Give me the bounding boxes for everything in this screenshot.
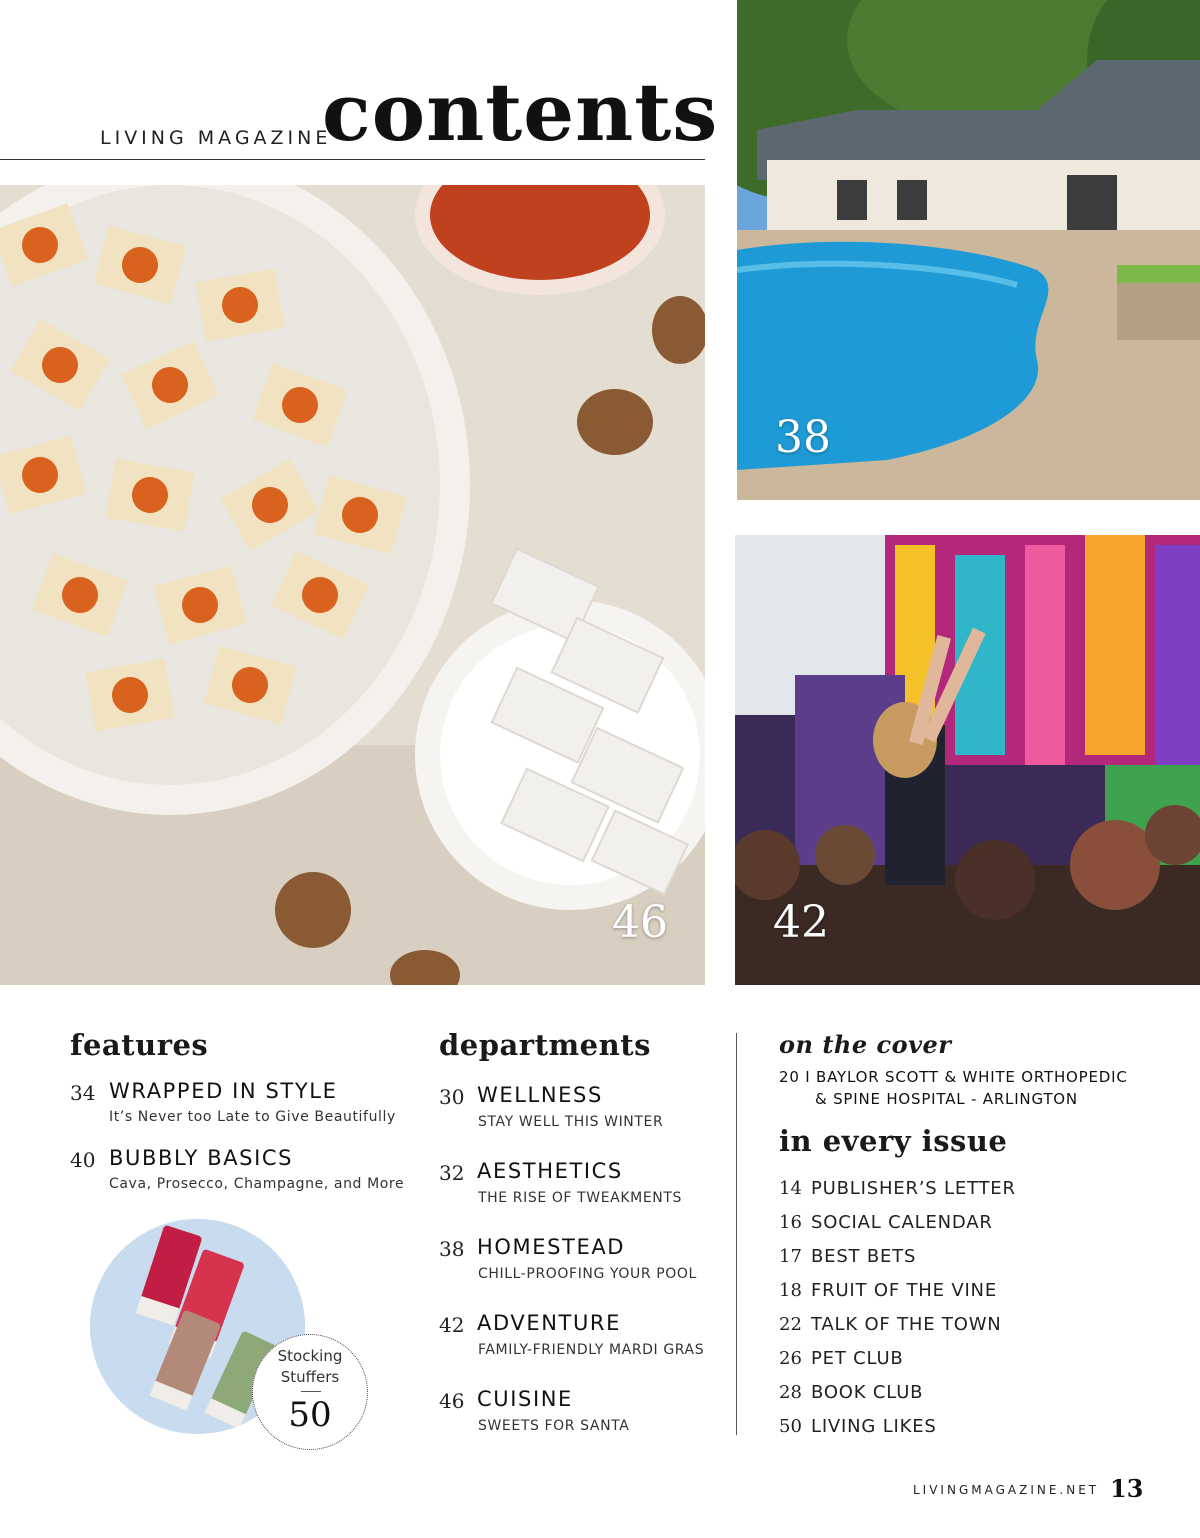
page-title: contents <box>322 65 719 159</box>
department-entry[interactable] <box>439 1161 729 1211</box>
entry-subtitle: CHILL-PROOFING YOUR POOL <box>478 1266 697 1282</box>
issue-list-item[interactable] <box>779 1280 1079 1306</box>
feature-entry[interactable] <box>70 1081 430 1131</box>
issue-list-item[interactable] <box>779 1178 1079 1204</box>
badge-divider <box>301 1391 321 1392</box>
entry-page-number: 32 <box>439 1161 465 1185</box>
badge-line-1: Stocking <box>277 1347 343 1365</box>
entry-subtitle: STAY WELL THIS WINTER <box>478 1114 664 1130</box>
photo-page-number: 38 <box>775 412 831 463</box>
feature-entry[interactable] <box>70 1148 430 1198</box>
item-label: BOOK CLUB <box>811 1382 924 1403</box>
homestead-photo[interactable] <box>737 0 1200 500</box>
entry-subtitle: SWEETS FOR SANTA <box>478 1418 630 1434</box>
cuisine-photo[interactable] <box>0 185 705 985</box>
item-page-number: 28 <box>779 1382 802 1403</box>
item-page-number: 22 <box>779 1314 802 1335</box>
entry-subtitle: THE RISE OF TWEAKMENTS <box>478 1190 682 1206</box>
entry-subtitle: FAMILY-FRIENDLY MARDI GRAS <box>478 1342 705 1358</box>
issue-list-item[interactable] <box>779 1212 1079 1238</box>
entry-page-number: 30 <box>439 1085 465 1109</box>
item-page-number: 16 <box>779 1212 802 1233</box>
masthead <box>0 0 719 162</box>
cookies-illustration <box>0 185 705 985</box>
entry-subtitle: Cava, Prosecco, Champagne, and More <box>109 1176 405 1192</box>
entry-title: ADVENTURE <box>477 1311 621 1335</box>
entry-page-number: 38 <box>439 1237 465 1261</box>
issue-list-item[interactable] <box>779 1314 1079 1340</box>
column-divider <box>736 1033 737 1435</box>
entry-title: WRAPPED IN STYLE <box>109 1079 338 1103</box>
department-entry[interactable] <box>439 1237 729 1287</box>
item-page-number: 18 <box>779 1280 802 1301</box>
on-the-cover-heading: on the cover <box>779 1030 952 1059</box>
every-issue-heading: in every issue <box>779 1124 1008 1158</box>
department-entry[interactable] <box>439 1389 729 1439</box>
entry-title: CUISINE <box>477 1387 573 1411</box>
cover-story-line-1[interactable]: 20 I BAYLOR SCOTT & WHITE ORTHOPEDIC <box>779 1068 1128 1086</box>
item-label: TALK OF THE TOWN <box>811 1314 1002 1335</box>
entry-title: AESTHETICS <box>477 1159 623 1183</box>
entry-title: WELLNESS <box>477 1083 603 1107</box>
photo-page-number: 46 <box>612 897 668 948</box>
item-label: PET CLUB <box>811 1348 904 1369</box>
badge-page-number: 50 <box>288 1395 332 1435</box>
item-label: LIVING LIKES <box>811 1416 937 1437</box>
footer-website[interactable]: LIVINGMAGAZINE.NET <box>913 1483 1100 1497</box>
item-page-number: 17 <box>779 1246 802 1267</box>
features-heading: features <box>70 1028 209 1062</box>
entry-page-number: 46 <box>439 1389 465 1413</box>
issue-list-item[interactable] <box>779 1246 1079 1272</box>
footer-page-number: 13 <box>1110 1474 1144 1503</box>
item-page-number: 50 <box>779 1416 802 1437</box>
departments-heading: departments <box>439 1028 651 1062</box>
entry-title: BUBBLY BASICS <box>109 1146 294 1170</box>
entry-title: HOMESTEAD <box>477 1235 626 1259</box>
brand-name: LIVING MAGAZINE <box>100 127 332 149</box>
item-page-number: 26 <box>779 1348 802 1369</box>
entry-page-number: 34 <box>70 1081 96 1105</box>
issue-list-item[interactable] <box>779 1348 1079 1374</box>
item-label: BEST BETS <box>811 1246 917 1267</box>
badge-line-2: Stuffers <box>280 1368 340 1386</box>
badge-label <box>253 1346 367 1388</box>
issue-list-item[interactable] <box>779 1416 1079 1442</box>
cover-story-line-2[interactable]: & SPINE HOSPITAL - ARLINGTON <box>815 1090 1078 1108</box>
department-entry[interactable] <box>439 1313 729 1363</box>
adventure-photo[interactable] <box>735 535 1200 985</box>
entry-page-number: 40 <box>70 1148 96 1172</box>
department-entry[interactable] <box>439 1085 729 1135</box>
header-rule <box>0 159 705 160</box>
stocking-stuffers-badge[interactable] <box>252 1334 368 1450</box>
entry-subtitle: It’s Never too Late to Give Beautifully <box>109 1109 396 1125</box>
photo-page-number: 42 <box>773 897 829 948</box>
item-label: FRUIT OF THE VINE <box>811 1280 997 1301</box>
item-label: PUBLISHER’S LETTER <box>811 1178 1016 1199</box>
issue-list-item[interactable] <box>779 1382 1079 1408</box>
entry-page-number: 42 <box>439 1313 465 1337</box>
item-page-number: 14 <box>779 1178 802 1199</box>
item-label: SOCIAL CALENDAR <box>811 1212 993 1233</box>
